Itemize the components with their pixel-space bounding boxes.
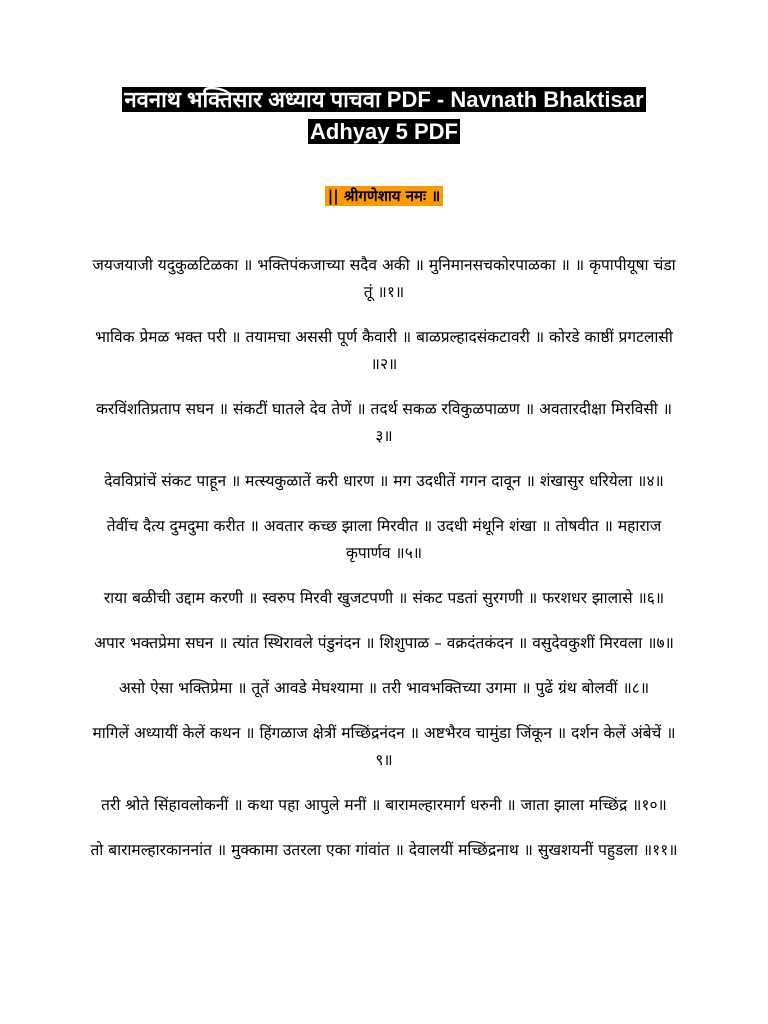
verse-1: जयजयाजी यदुकुळटिळका ॥ भक्तिपंकजाच्या सदैव अकी ॥ मुनिमानसचकोरपाळका ॥ ॥ कृपापीयूषा चंडा तूं ॥१॥ xyxy=(92,256,676,301)
verse-9: मागिलें अध्यायीं केलें कथन ॥ हिंगळाज क्षेत्रीं मच्छिंद्रनंदन ॥ अष्टभैरव चामुंडा जिंकून ॥ दर्शन केलें अंबेचें ॥९॥ xyxy=(92,724,676,769)
invocation-container xyxy=(90,186,678,206)
page-title-text: नवनाथ भक्तिसार अध्याय पाचवा PDF - Navnath Bhaktisar Adhyay 5 PDF xyxy=(124,87,644,144)
page-title xyxy=(90,84,678,148)
verse-7: अपार भक्तप्रेमा सघन ॥ त्यांत स्थिरावले पंडुनंदन ॥ शिशुपाळ – वक्रदंतकंदन ॥ वसुदेवकुशीं मिरवला ॥७॥ xyxy=(94,634,674,652)
verse-5: तेवींच दैत्य दुमदुमा करीत ॥ अवतार कच्छ झाला मिरवीत ॥ उदधी मंथूनि शंखा ॥ तोषवीत ॥ महाराज कृपार्णव ॥५॥ xyxy=(106,517,662,562)
verse-2: भाविक प्रेमळ भक्त परी ॥ तयामचा अससी पूर्ण कैवारी ॥ बाळप्रल्हादसंकटावरी ॥ कोरडे काष्ठीं प्रगटलासी ॥२॥ xyxy=(95,328,673,373)
verse-list xyxy=(90,252,678,864)
verse-4: देवविप्रांचें संकट पाहून ॥ मत्स्यकुळातें करी धारण ॥ मग उदधीतें गगन दावून ॥ शंखासुर धरियेला ॥४॥ xyxy=(104,472,664,490)
invocation-line: || श्रीगणेशाय नमः ॥ xyxy=(325,186,444,206)
verse-6: राया बळीची उद्दाम करणी ॥ स्वरुप मिरवी खुजटपणी ॥ संकट पडतां सुरगणी ॥ फरशधर झालासे ॥६॥ xyxy=(103,589,665,607)
verse-11: तो बारामल्हारकाननांत ॥ मुक्कामा उतरला एका गांवांत ॥ देवालयीं मच्छिंद्रनाथ ॥ सुखशयनीं पहुडला ॥११॥ xyxy=(90,841,678,859)
verse-8: असो ऐसा भक्तिप्रेमा ॥ तूतें आवडे मेघश्यामा ॥ तरी भावभक्तिच्या उगमा ॥ पुढें ग्रंथ बोलवीं ॥८॥ xyxy=(118,679,650,697)
verse-3: करविंशतिप्रताप सघन ॥ संकटीं घातले देव तेणें ॥ तदर्थ सकळ रविकुळपाळण ॥ अवतारदीक्षा मिरविसी ॥३॥ xyxy=(95,400,673,445)
verse-10: तरी श्रोते सिंहावलोकनीं ॥ कथा पहा आपुले मनीं ॥ बारामल्हारमार्ग धरुनी ॥ जाता झाला मच्छिंद्र ॥१०॥ xyxy=(101,796,667,814)
